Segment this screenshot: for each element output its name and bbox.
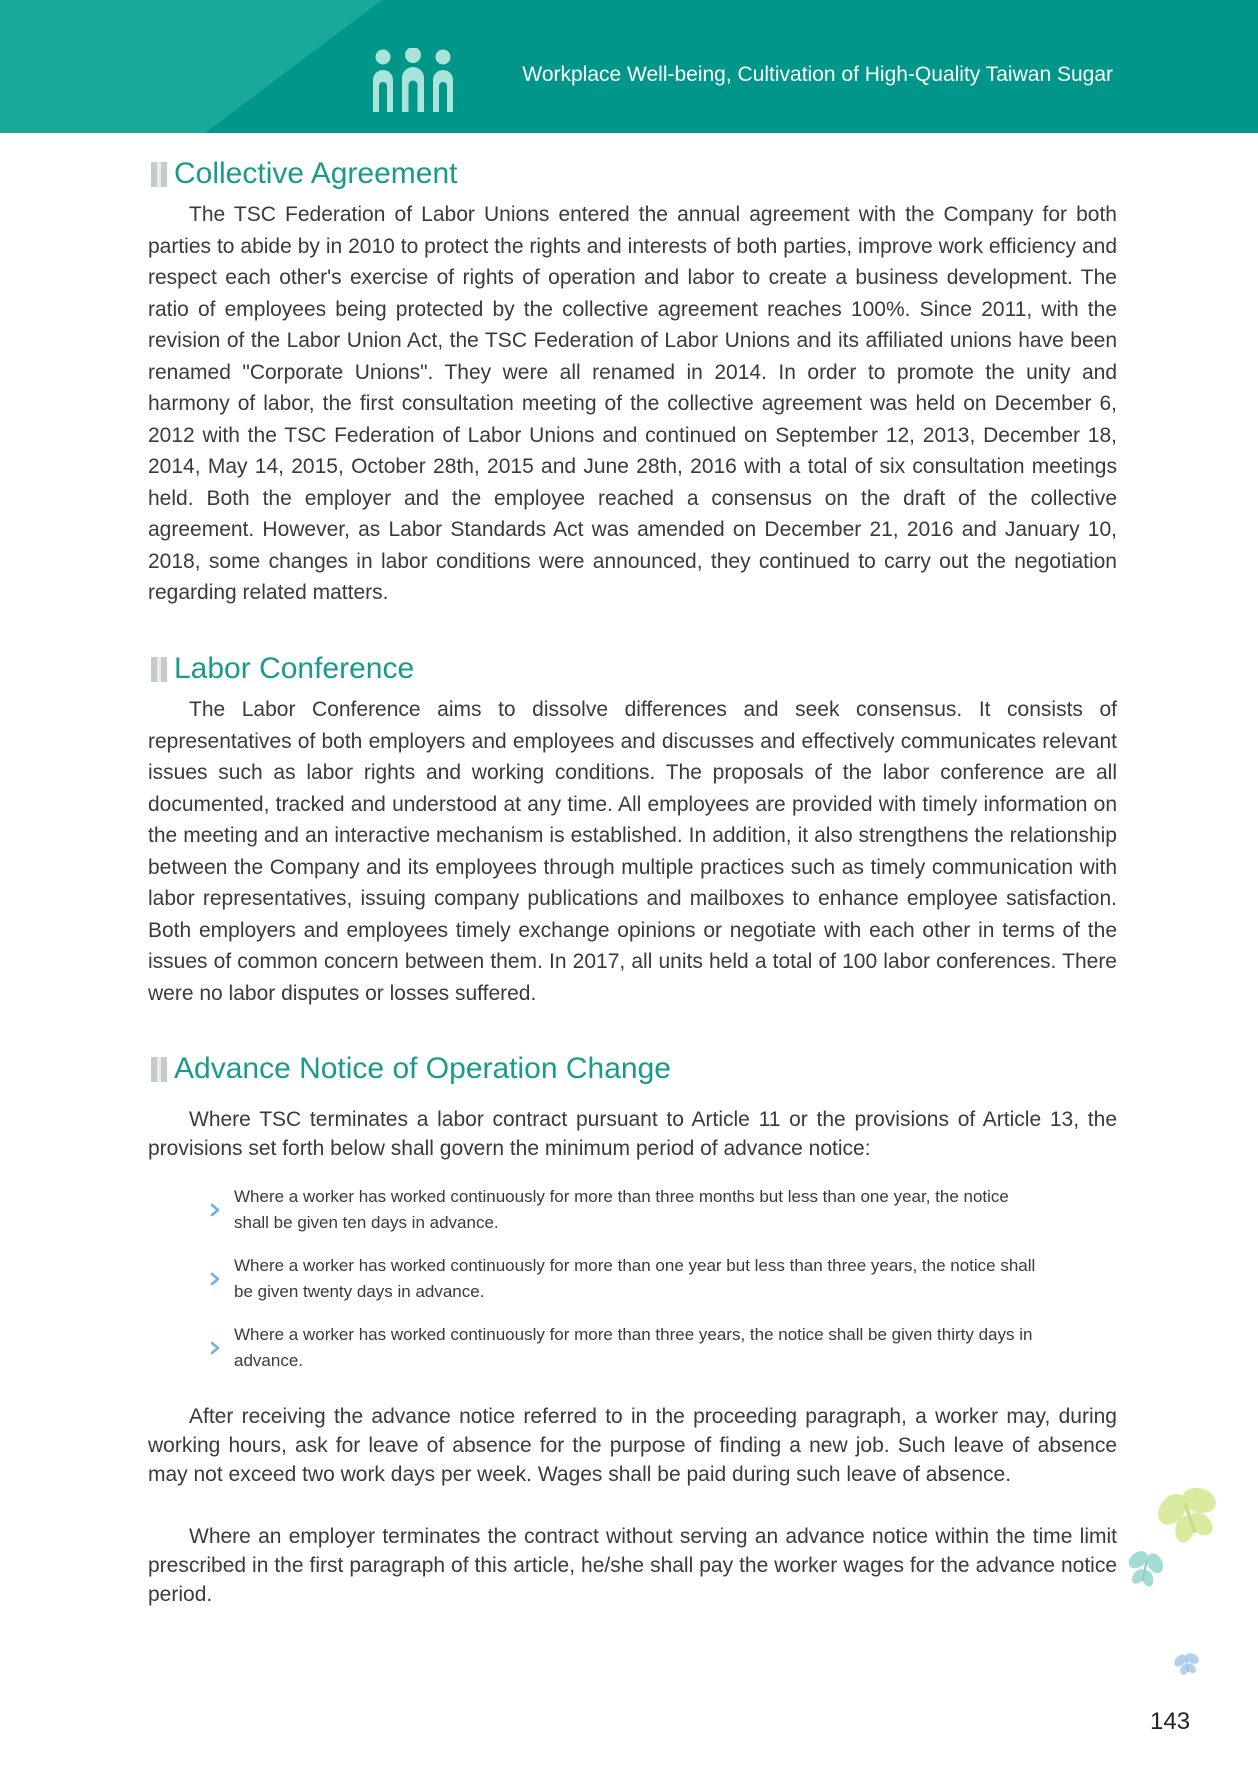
section-heading (148, 651, 1117, 687)
section-labor-conference (148, 651, 1117, 1009)
section-heading (148, 156, 1117, 192)
section-intro-paragraph: Where TSC terminates a labor contract pursuant to Article 11 or the provisions of Article 13, the provisions set forth below shall govern the minimum period of advance notice: (148, 1108, 1117, 1160)
section-heading (148, 1051, 1117, 1087)
section-collective-agreement (148, 156, 1117, 609)
chevron-right-icon (209, 1340, 221, 1356)
list-item (148, 1253, 1040, 1305)
butterfly-icon (1172, 1650, 1202, 1678)
heading-marker-icon (151, 1057, 167, 1082)
section-paragraph: The TSC Federation of Labor Unions entered the annual agreement with the Company for both parties to abide by in 2010 to protect the rights and interests of both parties, improve work efficiency and respect each other's exercise of rights of operation and labor to create a business development. The ratio of employees being protected by the collective agreement reaches 100%. Since 2011, with the revision of the Labor Union Act, the TSC Federation of Labor Unions and its affiliated unions have been renamed "Corporate Unions". They were all renamed in 2014. In order to promote the unity and harmony of labor, the first consultation meeting of the collective agreement was held on December 6, 2012 with the TSC Federation of Labor Unions and continued on September 12, 2013, December 18, 2014, May 14, 2015, October 28th, 2015 and June 28th, 2016 with a total of six consultation meetings held. Both the employer and the employee reached a consensus on the draft of the collective agreement. However, as Labor Standards Act was amended on December 21, 2016 and January 10, 2018, some changes in labor conditions were announced, they continued to carry out the negotiation regarding related matters. (148, 203, 1117, 604)
butterfly-icon (1121, 1545, 1169, 1593)
section-paragraph: Where an employer terminates the contract without serving an advance notice within the time limit prescribed in the first paragraph of this article, he/she shall pay the worker wages for the advance notice period. (148, 1525, 1117, 1606)
section-heading-text: Collective Agreement (174, 157, 458, 190)
page-header (0, 0, 1258, 133)
section-heading-text: Labor Conference (174, 652, 415, 685)
section-paragraph: After receiving the advance notice referred to in the proceeding paragraph, a worker may, during working hours, ask for leave of absence for the purpose of finding a new job. Such leave of absence may not exceed two work days per week. Wages shall be paid during such leave of absence. (148, 1405, 1117, 1486)
chevron-right-icon (209, 1271, 221, 1287)
section-advance-notice (148, 1051, 1117, 1609)
list-item (148, 1322, 1040, 1374)
list-item (148, 1184, 1040, 1236)
heading-marker-icon (151, 162, 167, 187)
list-item-text: Where a worker has worked continuously for more than three years, the notice shall be given thirty days in advance. (234, 1325, 1033, 1370)
heading-marker-icon (151, 657, 167, 682)
header-title: Workplace Well-being, Cultivation of High-Quality Taiwan Sugar (522, 63, 1113, 86)
people-group-icon (371, 48, 455, 112)
section-paragraph: The Labor Conference aims to dissolve differences and seek consensus. It consists of representatives of both employers and employees and discusses and effectively communicates relevant issues such as labor rights and working conditions. The proposals of the labor conference are all documented, tracked and understood at any time. All employees are provided with timely information on the meeting and an interactive mechanism is established. In addition, it also strengthens the relationship between the Company and its employees through multiple practices such as timely communication with labor representatives, issuing company publications and mailboxes to enhance employee satisfaction. Both employers and employees timely exchange opinions or negotiate with each other in terms of the issues of common concern between them. In 2017, all units held a total of 100 labor conferences. There were no labor disputes or losses suffered. (148, 698, 1117, 1005)
page-number: 143 (1150, 1708, 1191, 1735)
butterfly-icon (1153, 1483, 1225, 1547)
notice-period-list (148, 1184, 1040, 1374)
list-item-text: Where a worker has worked continuously for more than one year but less than three years, the notice shall be given twenty days in advance. (234, 1256, 1036, 1301)
list-item-text: Where a worker has worked continuously for more than three months but less than one year, the notice shall be given ten days in advance. (234, 1187, 1009, 1232)
chevron-right-icon (209, 1202, 221, 1218)
section-heading-text: Advance Notice of Operation Change (174, 1052, 671, 1085)
